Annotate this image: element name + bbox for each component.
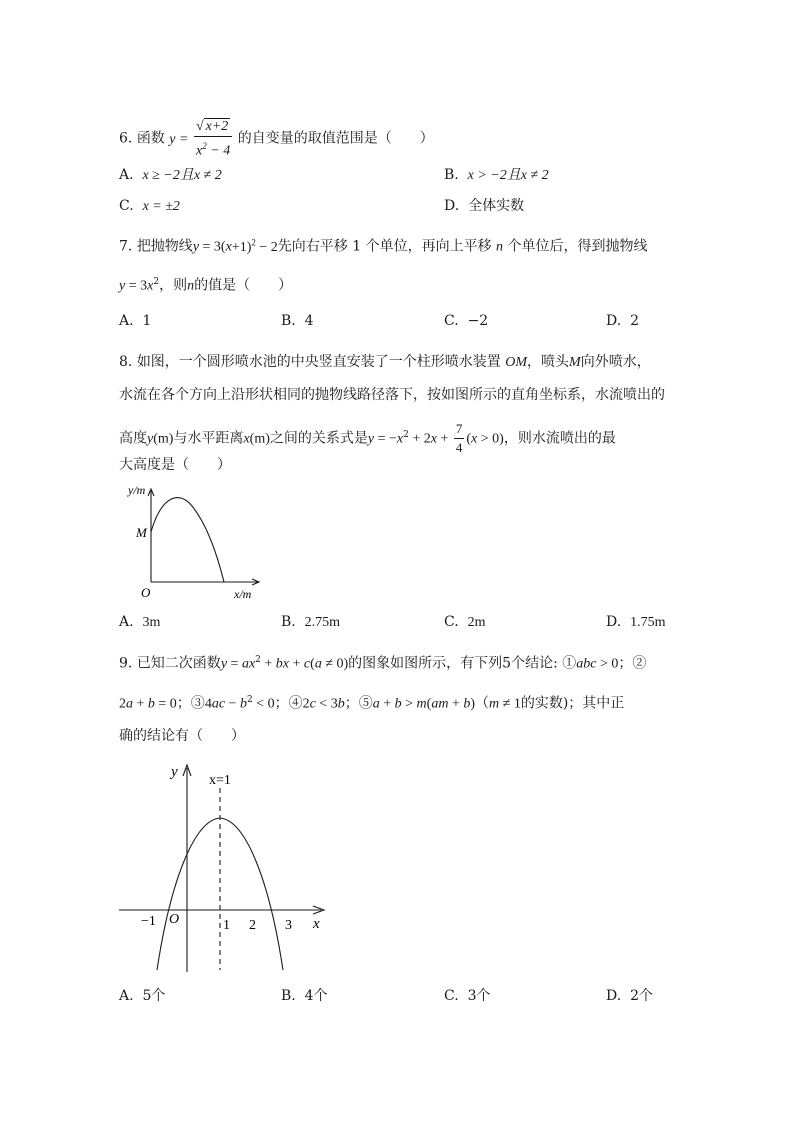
q8-option-d[interactable] — [606, 612, 665, 633]
q9-number: 9. — [119, 655, 133, 672]
q9-y-label: y — [171, 764, 178, 780]
option-label: C. — [444, 988, 459, 1004]
q7-formula-1: y — [192, 239, 200, 255]
option-text: 3m — [142, 615, 161, 630]
option-label: C. — [119, 198, 134, 214]
option-text: 5个 — [142, 988, 166, 1004]
option-label: A. — [119, 988, 134, 1004]
q6-option-d[interactable] — [444, 196, 524, 216]
option-label: B. — [281, 614, 296, 630]
option-label: D. — [606, 313, 622, 329]
q9-text: ；⑤ — [344, 695, 373, 712]
q9-option-d[interactable] — [606, 986, 653, 1006]
q7-text: 先向右平移 1 个单位，再向上平移 — [277, 238, 492, 255]
q9-parabola — [157, 818, 283, 970]
option-label: B. — [281, 313, 296, 329]
question-9-stem-line2: 2a + b = 0；③4ac − $b^2 < 0$；④2c < 3b；⑤a + b > m(am + b)（m ≠ 1的实数)；其中正 — [119, 695, 625, 712]
option-text: 3个 — [467, 988, 491, 1004]
q9-text: 已知二次函数 — [136, 655, 221, 672]
q9-text: 确的结论有（ ） — [119, 728, 245, 744]
q9-option-c[interactable] — [444, 986, 491, 1006]
option-label: D. — [606, 614, 622, 630]
q8-m-label: M — [136, 525, 147, 540]
option-text: 4 — [304, 313, 314, 329]
q8-x-label: x/m — [234, 587, 252, 601]
question-7-stem-line1: 7. 把抛物线$y = 3(x+1)^2 - 2$先向右平移 1 个单位，再向上平移 n 个单位后，得到抛物线 — [119, 237, 648, 255]
q9-text: （ — [475, 695, 490, 712]
question-8-stem-line2 — [119, 385, 665, 405]
q8-parabola — [151, 498, 224, 582]
option-text: x > −2且x ≠ 2 — [467, 168, 549, 183]
option-label: A. — [119, 614, 134, 630]
option-text: 2m — [467, 615, 486, 630]
q8-text: 如图，一个圆形喷水池的中央竖直安装了一个柱形喷水装置 — [136, 354, 501, 370]
option-label: D. — [444, 198, 460, 214]
q9-option-b[interactable] — [281, 986, 328, 1006]
q8-text: 水流在各个方向上沿形状相同的抛物线路径落下，按如图所示的直角坐标系，水流喷出的 — [119, 387, 665, 403]
q9-graph — [115, 758, 335, 978]
question-8-stem-line4 — [119, 455, 231, 475]
option-label: B. — [444, 167, 459, 183]
q9-origin-label: O — [169, 912, 180, 927]
q7-option-d[interactable] — [606, 311, 639, 331]
q9-option-a[interactable] — [119, 986, 165, 1006]
option-text: 全体实数 — [468, 198, 525, 214]
q6-option-c[interactable] — [119, 196, 180, 217]
q8-graph — [120, 478, 270, 603]
option-text: 1 — [142, 313, 152, 329]
q8-text: ，喷头 — [527, 354, 570, 370]
q7-text: 把抛物线 — [136, 238, 193, 255]
option-text: 2 — [630, 313, 640, 329]
option-label: C. — [444, 614, 459, 630]
question-7-stem-line2: $y = 3x^2$，则n的值是（ ） — [119, 277, 293, 294]
q9-tick-neg1: −1 — [141, 914, 156, 929]
option-text: x = ±2 — [142, 199, 180, 214]
q7-number: 7. — [119, 238, 133, 255]
question-8-stem-line1: 8. 如图，一个圆形喷水池的中央竖直安装了一个柱形喷水装置 OM，喷头M向外喷水， — [119, 354, 651, 370]
q6-text-post: 的自变量的取值范围是（ ） — [237, 130, 434, 147]
q8-text: 大高度是（ ） — [119, 457, 231, 473]
q9-tick-1: 1 — [223, 918, 230, 933]
q8-text: 高度 — [119, 430, 147, 447]
q7-text: 的值是（ ） — [194, 277, 293, 294]
q8-text: 之间的关系式是 — [269, 430, 368, 447]
q9-tick-2: 2 — [249, 918, 256, 933]
option-text: 2.75m — [304, 615, 341, 630]
q8-number: 8. — [119, 354, 133, 370]
q8-text: ，则水流喷出的最 — [503, 430, 616, 447]
q6-number: 6. — [119, 130, 133, 147]
q9-tick-3: 3 — [285, 918, 292, 933]
q9-x-label: x — [313, 916, 320, 932]
option-label: B. — [281, 988, 296, 1004]
q8-origin-label: O — [141, 585, 151, 600]
option-label: A. — [119, 313, 134, 329]
q7-option-a[interactable] — [119, 311, 151, 331]
option-label: A. — [119, 167, 134, 183]
q9-text: ；③ — [176, 695, 205, 712]
option-label: C. — [444, 313, 459, 329]
q9-text: ；② — [618, 655, 647, 672]
option-label: D. — [606, 988, 622, 1004]
q9-text: 的实数)；其中正 — [520, 695, 625, 712]
q7-text: 个单位后，得到抛物线 — [507, 238, 648, 255]
option-text: x ≥ −2且x ≠ 2 — [142, 168, 222, 183]
option-text: 2个 — [630, 988, 654, 1004]
q6-text-pre: 函数 — [136, 130, 165, 147]
q8-text: 与水平距离 — [173, 430, 244, 447]
question-9-stem-line1: 9. 已知二次函数$y = ax^2$ + bx + c(a ≠ 0)的图象如图所示，有下列5个结论: ①abc > 0；② — [119, 655, 647, 672]
q8-text: 向外喷水， — [580, 354, 651, 370]
q8-option-a[interactable] — [119, 612, 160, 633]
q8-option-b[interactable] — [281, 612, 340, 633]
q9-text: 的图象如图所示，有下列5个结论: ① — [348, 655, 577, 672]
question-8-stem-line3: 高度y(m)与水平距离x(m)之间的关系式是$y = -x^2 + 2x$ + $\frac{7}{4}$ (x > 0)，则水流喷出的最 — [119, 421, 616, 455]
question-9-stem-line3 — [119, 726, 245, 746]
q7-formula-2: y — [119, 278, 126, 294]
q6-option-b[interactable] — [444, 165, 549, 186]
q9-axis-label: x=1 — [209, 773, 231, 788]
option-text: 1.75m — [630, 615, 666, 630]
question-6-stem — [119, 118, 434, 161]
q8-y-label: y/m — [128, 483, 146, 497]
q7-option-c[interactable] — [444, 311, 488, 331]
option-text: 4个 — [304, 988, 328, 1004]
q6-formula: y = $\frac{√ x+2}{x^2 - 4}$ — [169, 132, 238, 147]
q7-option-b[interactable] — [281, 311, 314, 331]
q7-var-n: n — [496, 239, 504, 255]
q9-text: ；④ — [274, 695, 303, 712]
q7-text: ，则 — [159, 277, 188, 294]
option-text: −2 — [467, 313, 489, 329]
q8-option-c[interactable] — [444, 612, 485, 633]
q6-option-a[interactable] — [119, 165, 222, 186]
